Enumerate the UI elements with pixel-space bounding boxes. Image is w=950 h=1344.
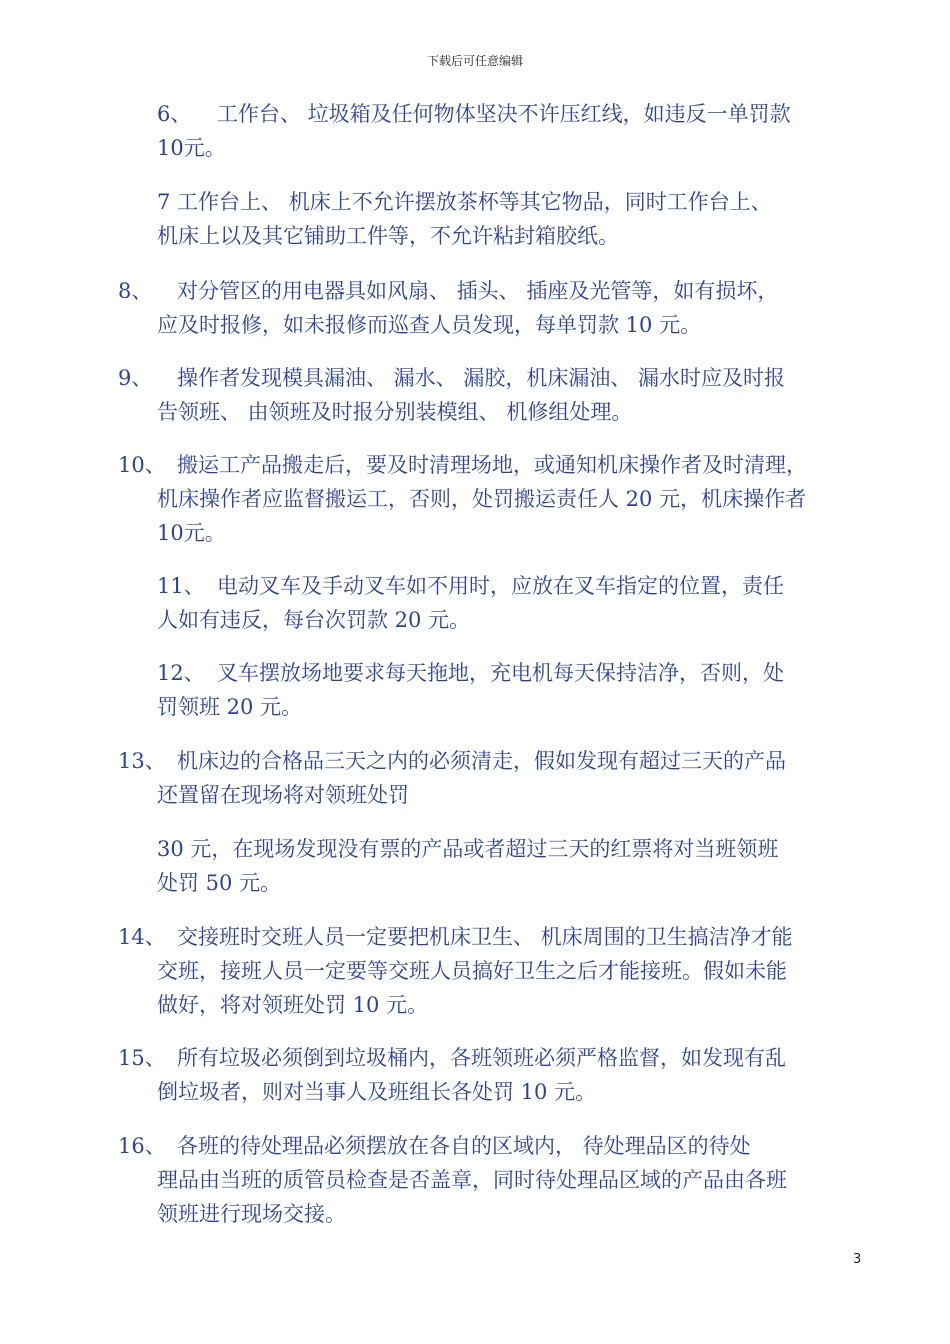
rule-item-14 (118, 920, 793, 1022)
item-text-line: 电动叉车及手动叉车如不用时，应放在叉车指定的位置，责任 (217, 574, 784, 598)
item-number: 15、 (118, 1046, 166, 1070)
item-text-line: 所有垃圾必须倒到垃圾桶内，各班领班必须严格监督，如发现有乱 (177, 1046, 786, 1070)
item-text-line: 对分管区的用电器具如风扇、 插头、 插座及光管等，如有损坏， (177, 279, 779, 303)
item-text-line: 机床上以及其它铺助工件等，不允许粘封箱胶纸。 (157, 224, 619, 248)
item-text-line: 应及时报修，如未报修而巡查人员发现，每单罚款 10 元。 (157, 313, 702, 337)
rule-item-13 (118, 744, 786, 812)
item-text-line: 叉车摆放场地要求每天拖地，充电机每天保持洁净，否则，处 (217, 661, 784, 685)
item-number: 6、 (157, 102, 192, 126)
item-text-line: 交接班时交班人员一定要把机床卫生、 机床周围的卫生搞洁净才能 (177, 925, 793, 949)
page-header: 下载后可任意编辑 (426, 54, 523, 68)
item-text-line: 机床操作者应监督搬运工，否则，处罚搬运责任人 20 元，机床操作者 (157, 487, 807, 511)
item-number: 8、 (118, 279, 153, 303)
rule-item-12 (157, 656, 784, 724)
rule-item-10 (118, 448, 807, 550)
item-text-line: 10元。 (157, 521, 226, 545)
rule-item-13-continued (157, 832, 778, 900)
item-text-line: 搬运工产品搬走后，要及时清理场地，或通知机床操作者及时清理， (177, 453, 807, 477)
item-text-line: 机床边的合格品三天之内的必须清走，假如发现有超过三天的产品 (177, 749, 786, 773)
item-text-line: 30 元，在现场发现没有票的产品或者超过三天的红票将对当班领班 (157, 837, 779, 861)
item-text-line: 罚领班 20 元。 (157, 695, 303, 719)
item-text-line: 处罚 50 元。 (157, 871, 282, 895)
rule-item-6 (157, 97, 791, 165)
item-text-line: 交班，接班人员一定要等交班人员搞好卫生之后才能接班。假如未能 (157, 959, 787, 983)
item-text-line: 人如有违反，每台次罚款 20 元。 (157, 608, 471, 632)
item-number: 12、 (157, 661, 205, 685)
rule-item-15 (118, 1041, 786, 1109)
item-text-line: 7 工作台上、 机床上不允许摆放茶杯等其它物品，同时工作台上、 (157, 190, 772, 214)
item-text-line: 理品由当班的质管员检查是否盖章，同时待处理品区域的产品由各班 (157, 1168, 787, 1192)
rule-item-9 (118, 361, 785, 429)
rule-item-11 (157, 569, 784, 637)
item-text-line: 各班的待处理品必须摆放在各自的区域内， 待处理品区的待处 (177, 1134, 751, 1158)
item-number: 11、 (157, 574, 205, 598)
item-text-line: 工作台、 垃圾箱及任何物体坚决不许压红线，如违反一单罚款 (217, 102, 791, 126)
item-number: 14、 (118, 925, 166, 949)
item-number: 10、 (118, 453, 166, 477)
item-text-line: 做好，将对领班处罚 10 元。 (157, 993, 429, 1017)
item-text-line: 还置留在现场将对领班处罚 (157, 783, 409, 807)
item-text-line: 倒垃圾者，则对当事人及班组长各处罚 10 元。 (157, 1080, 597, 1104)
rule-item-7 (157, 185, 772, 253)
item-text-line: 告领班、 由领班及时报分别装模组、 机修组处理。 (157, 400, 633, 424)
item-text-line: 操作者发现模具漏油、 漏水、 漏胶，机床漏油、 漏水时应及时报 (177, 366, 786, 390)
item-number: 9、 (118, 366, 153, 390)
page-number: 3 (853, 1252, 862, 1267)
item-text-line: 10元。 (157, 136, 226, 160)
item-text-line: 领班进行现场交接。 (157, 1202, 346, 1226)
item-number: 16、 (118, 1134, 166, 1158)
rule-item-8 (118, 274, 778, 342)
rule-item-16 (118, 1129, 787, 1231)
item-number: 13、 (118, 749, 166, 773)
